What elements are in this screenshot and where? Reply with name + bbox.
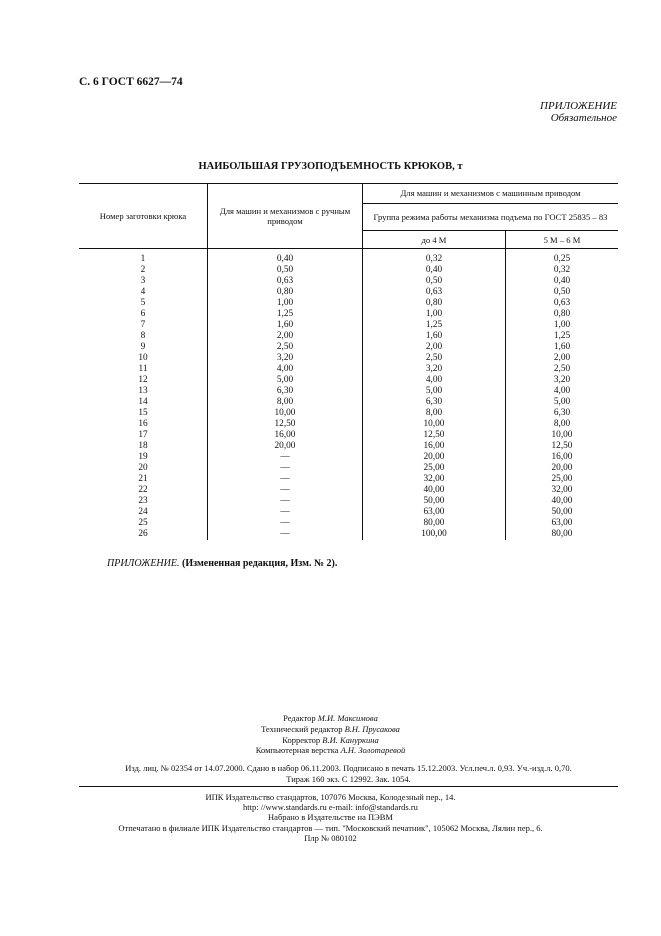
cell-group-2: 80,00 [551,529,573,539]
table-row [79,375,618,386]
note-prefix: ПРИЛОЖЕНИЕ. [107,558,180,569]
cell-manual: — [208,452,363,463]
cell-manual: 1,00 [208,298,363,309]
cell-manual: 10,00 [208,408,363,419]
cell-blank-number: 7 [79,320,208,331]
table-row [79,441,618,452]
cell-group-2: 12,50 [551,441,573,451]
table-row [79,298,618,309]
cell-group-2: 1,60 [553,342,571,352]
cell-blank-number: 1 [79,254,208,265]
table-row [79,364,618,375]
cell-manual: — [208,507,363,518]
cell-manual: 16,00 [208,430,363,441]
cell-blank-number: 21 [79,474,208,485]
separator [79,786,618,787]
cell-group-2: 50,00 [551,507,573,517]
cell-group-1: 0,32 [363,254,506,265]
tech-editor-line: Технический редактор В.Н. Прусакова [261,724,400,734]
cell-group-1: 0,63 [363,287,506,298]
editor-line: Редактор М.И. Максимова [283,713,378,723]
cell-group-1: 16,00 [363,441,506,452]
cell-group-1: 40,00 [363,485,506,496]
table-row [79,331,618,342]
cell-blank-number: 16 [79,419,208,430]
col-header-g1: до 4 М [363,231,506,249]
cell-manual: 6,30 [208,386,363,397]
table-row [79,496,618,507]
cell-manual: — [208,529,363,540]
publisher-line-4: Отпечатано в филиале ИПК Издательство стандартов — тип. "Московский печатник", 105062 Москва, Лялин пер., 6. [118,823,543,833]
layout-name: А.Н. Золотаревой [340,745,406,755]
cell-manual: 1,25 [208,309,363,320]
cell-blank-number: 6 [79,309,208,320]
cell-blank-number: 13 [79,386,208,397]
corrector-line: Корректор В.И. Кануркина [282,735,379,745]
table-row [79,265,618,276]
cell-group-2: 0,50 [553,287,571,297]
cell-manual: — [208,474,363,485]
license-line-2: Тираж 160 экз. С 12992. Зак. 1054. [286,774,411,784]
cell-group-1: 6,30 [363,397,506,408]
cell-group-2: 32,00 [551,485,573,495]
cell-group-1: 20,00 [363,452,506,463]
cell-group-2: 0,25 [553,254,571,264]
table-row [79,353,618,364]
cell-group-1: 32,00 [363,474,506,485]
cell-blank-number: 9 [79,342,208,353]
table-row [79,430,618,441]
cell-manual: 1,60 [208,320,363,331]
cell-group-2: 5,00 [553,397,571,407]
cell-manual: 20,00 [208,441,363,452]
cell-group-2: 63,00 [551,518,573,528]
table-row [79,309,618,320]
cell-manual: 2,00 [208,331,363,342]
cell-blank-number: 17 [79,430,208,441]
layout-line: Компьютерная верстка А.Н. Золотаревой [255,745,406,755]
cell-group-2: 2,50 [553,364,571,374]
cell-blank-number: 10 [79,353,208,364]
cell-blank-number: 15 [79,408,208,419]
cell-group-1: 12,50 [363,430,506,441]
cell-manual: 4,00 [208,364,363,375]
cell-manual: 3,20 [208,353,363,364]
col-header-g2: 5 М – 6 М [506,231,619,249]
cell-group-1: 2,00 [363,342,506,353]
publisher-line-3: Набрано в Издательстве на ПЭВМ [268,812,393,822]
table-row [79,342,618,353]
cell-blank-number: 19 [79,452,208,463]
table-row [79,485,618,496]
table-row [79,276,618,287]
cell-blank-number: 3 [79,276,208,287]
table-row [79,419,618,430]
appendix-subtitle: Обязательное [550,112,617,124]
cell-group-1: 25,00 [363,463,506,474]
cell-group-1: 100,00 [363,529,506,540]
cell-group-2: 6,30 [553,408,571,418]
table-row [79,452,618,463]
page-header: С. 6 ГОСТ 6627—74 [79,76,183,88]
cell-manual: 0,40 [208,254,363,265]
publisher-line-2: http: //www.standards.ru e-mail: info@standards.ru [243,802,418,812]
cell-group-2: 1,00 [553,320,571,330]
cell-group-1: 10,00 [363,419,506,430]
tech-editor-name: В.Н. Прусакова [344,724,400,734]
table-row [79,386,618,397]
editor-name: М.И. Максимова [317,713,378,723]
cell-blank-number: 24 [79,507,208,518]
cell-group-1: 80,00 [363,518,506,529]
cell-manual: 0,50 [208,265,363,276]
table-row [79,474,618,485]
col-header-machine: Для машин и механизмов с машинным приводом [363,184,619,204]
cell-blank-number: 18 [79,441,208,452]
table-row [79,254,618,265]
cell-group-2: 4,00 [553,386,571,396]
cell-blank-number: 23 [79,496,208,507]
cell-group-2: 0,80 [553,309,571,319]
cell-group-1: 5,00 [363,386,506,397]
table-row [79,320,618,331]
table-row [79,518,618,529]
corrector-name: В.И. Кануркина [322,735,379,745]
col-header-manual: Для машин и механизмов с ручным приводом [208,184,363,249]
cell-group-1: 0,80 [363,298,506,309]
cell-group-2: 3,20 [553,375,571,385]
license-line-1: Изд. лиц. № 02354 от 14.07.2000. Сдано в набор 06.11.2003. Подписано в печать 15.12.2003. Усл.печ.л. 0,93. Уч.-изд.л. 0,70. [125,763,572,773]
cell-group-2: 0,40 [553,276,571,286]
cell-group-1: 2,50 [363,353,506,364]
publisher-line-5: Плр № 080102 [304,833,357,843]
cell-group-1: 0,40 [363,265,506,276]
table-row [79,408,618,419]
cell-manual: 0,80 [208,287,363,298]
note-text: (Измененная редакция, Изм. № 2). [182,558,338,569]
cell-blank-number: 22 [79,485,208,496]
cell-manual: 0,63 [208,276,363,287]
appendix-label [540,100,617,124]
cell-group-2: 16,00 [551,452,573,462]
cell-blank-number: 12 [79,375,208,386]
cell-group-1: 50,00 [363,496,506,507]
cell-group-1: 4,00 [363,375,506,386]
cell-group-1: 8,00 [363,408,506,419]
cell-group-1: 1,60 [363,331,506,342]
cell-manual: 12,50 [208,419,363,430]
col-header-group: Группа режима работы механизма подъема по ГОСТ 25835 – 83 [363,203,619,231]
cell-manual: 8,00 [208,397,363,408]
cell-group-1: 1,25 [363,320,506,331]
cell-group-1: 3,20 [363,364,506,375]
table-row [79,463,618,474]
cell-manual: — [208,518,363,529]
cell-group-2: 8,00 [553,419,571,429]
cell-blank-number: 14 [79,397,208,408]
cell-blank-number: 4 [79,287,208,298]
table-row [79,529,618,540]
cell-group-2: 2,00 [553,353,571,363]
cell-manual: — [208,496,363,507]
cell-manual: 2,50 [208,342,363,353]
cell-group-1: 1,00 [363,309,506,320]
cell-group-1: 0,50 [363,276,506,287]
publisher-line-1: ИПК Издательство стандартов, 107076 Москва, Колодезный пер., 14. [205,792,456,802]
cell-group-2: 10,00 [551,430,573,440]
cell-group-2: 25,00 [551,474,573,484]
appendix-title: ПРИЛОЖЕНИЕ [540,100,617,112]
change-note [107,558,337,569]
cell-blank-number: 11 [79,364,208,375]
license-info [79,763,618,785]
col-header-blank: Номер заготовки крюка [79,184,208,249]
cell-blank-number: 8 [79,331,208,342]
table-row [79,397,618,408]
cell-group-2: 0,63 [553,298,571,308]
cell-group-2: 1,25 [553,331,571,341]
capacity-table [79,183,618,540]
cell-manual: 5,00 [208,375,363,386]
table-title: НАИБОЛЬШАЯ ГРУЗОПОДЪЕМНОСТЬ КРЮКОВ, т [198,161,463,172]
cell-blank-number: 25 [79,518,208,529]
table-row [79,287,618,298]
cell-blank-number: 2 [79,265,208,276]
cell-group-2: 0,32 [553,265,571,275]
cell-blank-number: 20 [79,463,208,474]
cell-group-1: 63,00 [363,507,506,518]
cell-group-2: 40,00 [551,496,573,506]
cell-blank-number: 5 [79,298,208,309]
cell-manual: — [208,485,363,496]
cell-group-2: 20,00 [551,463,573,473]
table-row [79,507,618,518]
cell-manual: — [208,463,363,474]
cell-blank-number: 26 [79,529,208,540]
